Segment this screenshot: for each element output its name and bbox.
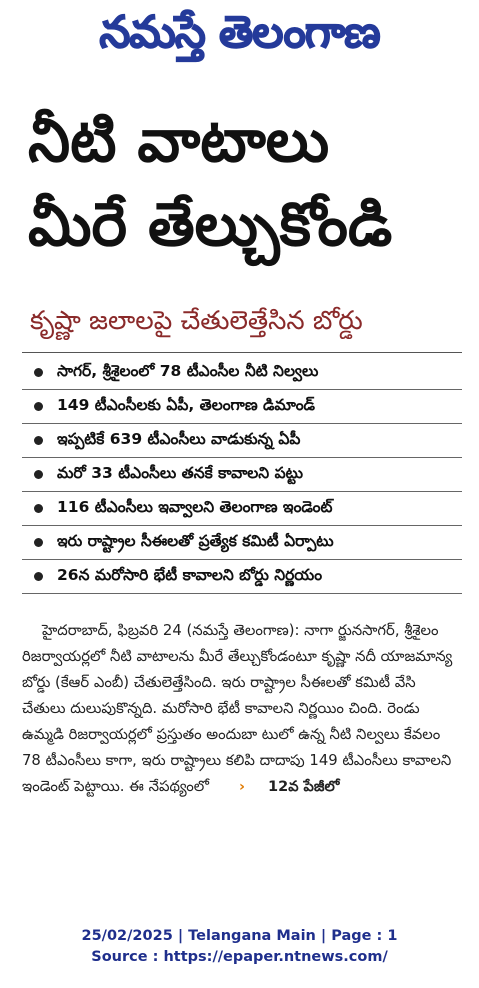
- bullet-dot: [34, 368, 43, 377]
- continued-label: 12వ పేజీలో: [268, 779, 340, 795]
- bullet-item: [22, 526, 462, 560]
- bullet-dot: [34, 572, 43, 581]
- bullet-text: 149 టీఎంసీలకు ఏపీ, తెలంగాణ డిమాండ్: [57, 395, 316, 414]
- bullet-dot: [34, 436, 43, 445]
- bullet-item: [22, 356, 462, 390]
- footer-edition-line: 25/02/2025 | Telangana Main | Page : 1: [81, 928, 398, 944]
- bullet-text: ఇప్పటికే 639 టీఎంసీలు వాడుకున్న ఏపీ: [57, 429, 301, 448]
- divider: [22, 352, 462, 353]
- article-body: [22, 618, 458, 800]
- bullet-text: 26న మరోసారి భేటీ కావాలని బోర్డు నిర్ణయం: [57, 565, 323, 584]
- bullet-dot: [34, 504, 43, 513]
- headline-line-1: నీటి వాటాలు: [28, 106, 330, 176]
- bullet-item: [22, 560, 462, 594]
- bullet-text: మరో 33 టీఎంసీలు తనకే కావాలని పట్టు: [57, 463, 303, 482]
- bullet-item: [22, 424, 462, 458]
- subheadline: కృష్ణా జలాలపై చేతులెత్తేసిన బోర్డు: [30, 306, 363, 336]
- bullet-item: [22, 492, 462, 526]
- bullet-dot: [34, 470, 43, 479]
- headline-line-2: మీరే తేల్చుకోండి: [28, 190, 393, 260]
- bullet-text: ఇరు రాష్ట్రాల సీఈలతో ప్రత్యేక కమిటీ ఏర్పాటు: [57, 531, 334, 550]
- bullet-item: [22, 390, 462, 424]
- bullet-text: సాగర్, శ్రీశైలంలో 78 టీఎంసీల నీటి నిల్వలు: [57, 361, 319, 380]
- continued-link[interactable]: [219, 774, 339, 800]
- masthead-title: నమస్తే తెలంగాణ: [99, 7, 380, 58]
- chevron-right-icon: ›: [239, 779, 246, 795]
- masthead: [0, 0, 479, 76]
- bullet-text: 116 టీఎంసీలు ఇవ్వాలని తెలంగాణ ఇండెంట్: [57, 497, 333, 516]
- bullet-dot: [34, 402, 43, 411]
- bullet-item: [22, 458, 462, 492]
- article-paragraph: హైదరాబాద్, ఫిబ్రవరి 24 (నమస్తే తెలంగాణ): నాగా ర్జునసాగర్, శ్రీశైలం రిజర్వాయర్లలో నీటి వాటాలను మీరే తేల్చుకోండంటూ కృష్ణా నదీ యాజమాన్య బోర్డు (కేఆర్ ఎంబీ) చేతులెత్తేసింది. ఇరు రాష్ట్రాల సీఈలతో కమిటీ వేసి చేతులు దులుపుకొన్నది. మరోసారి భేటీ కావాలని నిర్ణయిం చింది. రెండు ఉమ్మడి రిజర్వాయర్లలో ప్రస్తుతం అందుబా టులో ఉన్న నీటి నిల్వలు కేవలం 78 టీఎంసీలు కాగా, ఇరు రాష్ట్రాలు కలిపి దాదాపు 149 టీఎంసీలు కావాలని ఇండెంట్ పెట్టాయి. ఈ నేపథ్యంలో: [22, 622, 453, 795]
- bullet-dot: [34, 538, 43, 547]
- bullet-list: [22, 356, 462, 594]
- footer-source-line[interactable]: Source : https://epaper.ntnews.com/: [91, 949, 388, 965]
